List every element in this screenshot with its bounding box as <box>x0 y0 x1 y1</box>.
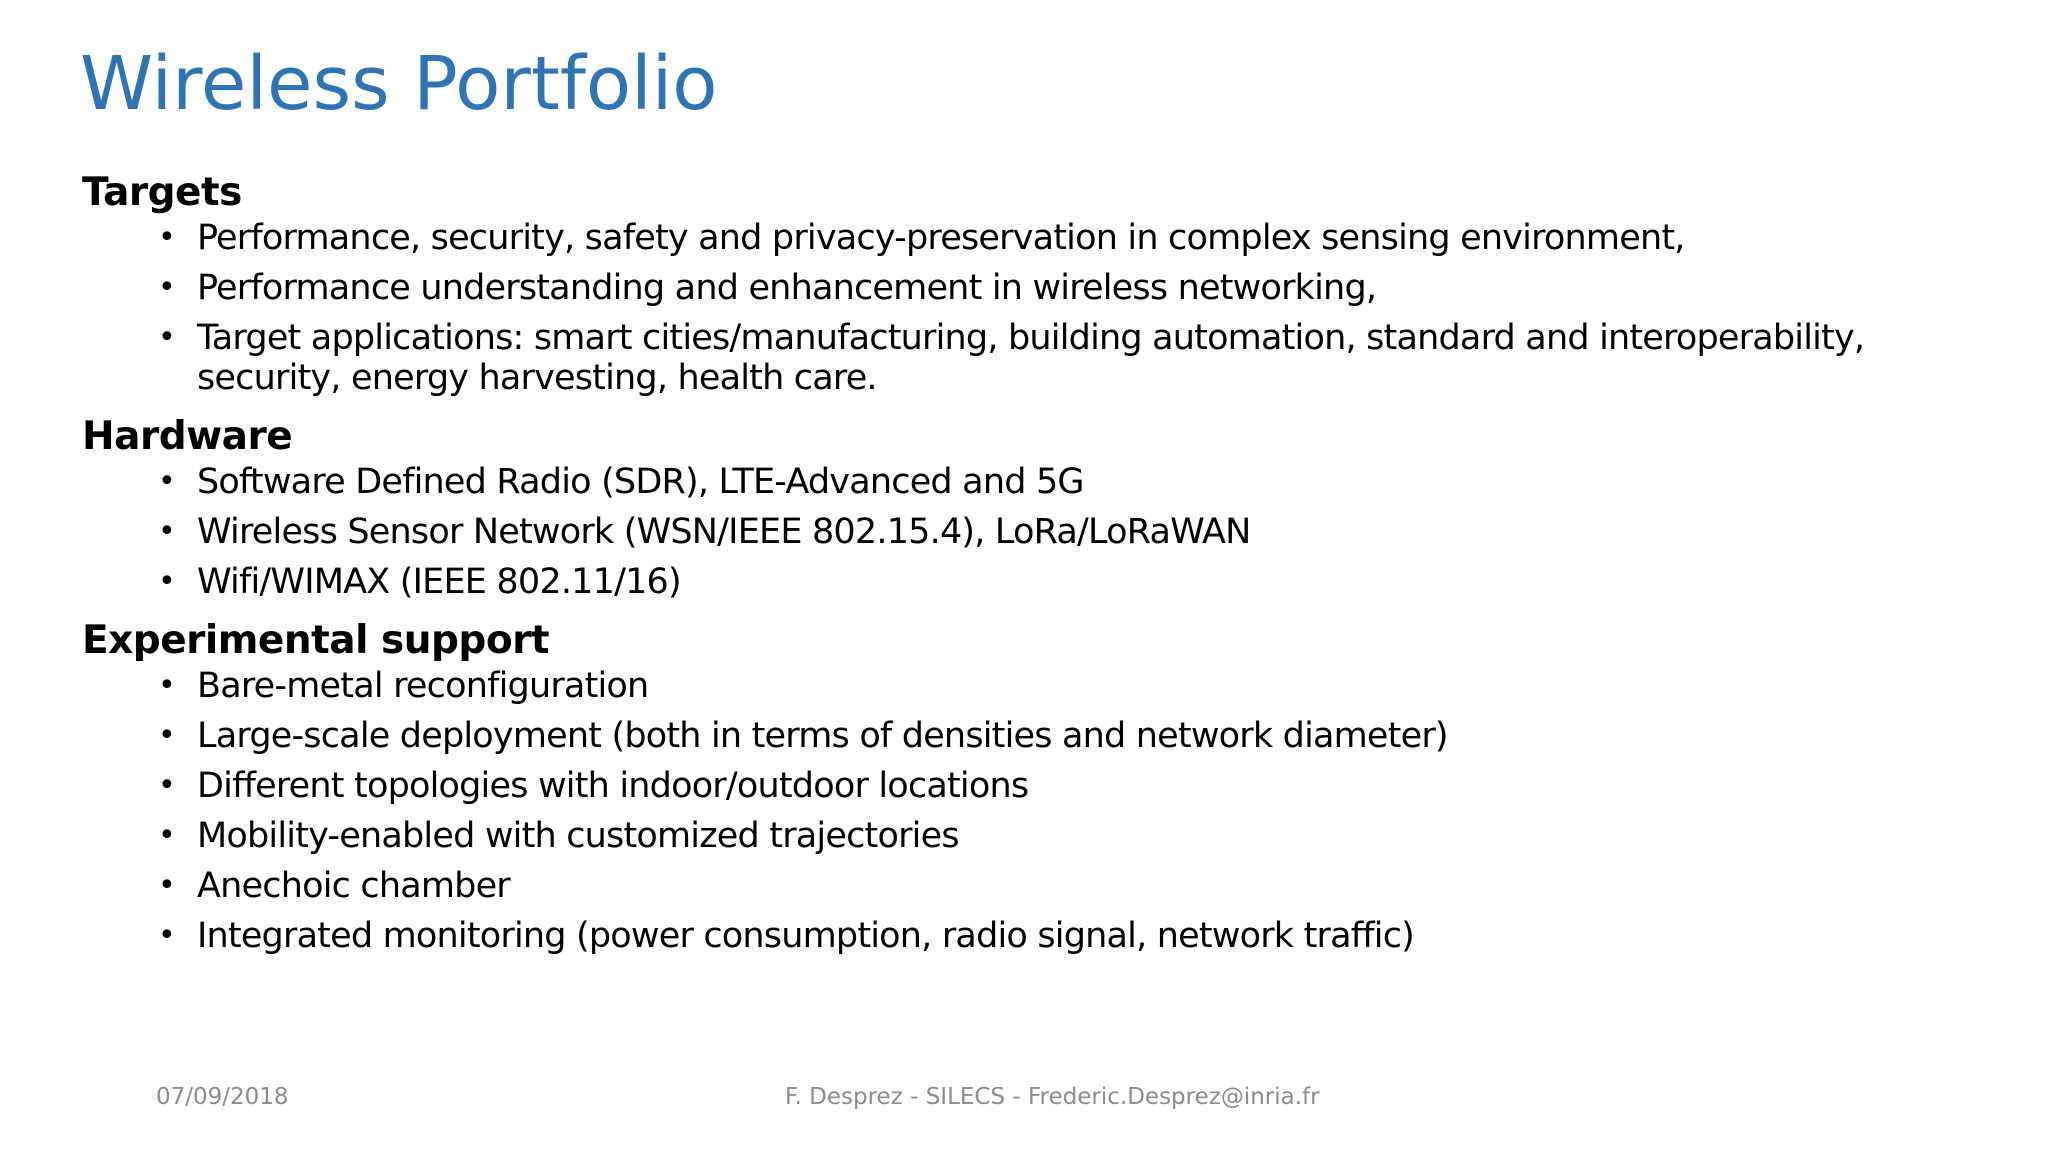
list-item <box>82 218 2017 258</box>
section-heading: Targets <box>82 170 242 215</box>
list-item <box>82 716 2017 756</box>
bullet-icon: • <box>158 270 175 305</box>
section-experimental-support <box>82 616 1982 956</box>
bullet-icon: • <box>158 868 175 903</box>
bullet-list <box>82 462 1982 602</box>
section-hardware <box>82 412 1982 602</box>
list-item-text: Anechoic chamber <box>197 866 510 906</box>
bullet-icon: • <box>158 464 175 499</box>
bullet-icon: • <box>158 718 175 753</box>
footer-author: F. Desprez - SILECS - Frederic.Desprez@inria.fr <box>785 1084 1320 1110</box>
list-item-text: Different topologies with indoor/outdoor locations <box>197 766 1029 806</box>
bullet-icon: • <box>158 918 175 953</box>
section-heading: Experimental support <box>82 618 550 663</box>
list-item-text: Large-scale deployment (both in terms of densities and network diameter) <box>197 716 1448 756</box>
slide-title: Wireless Portfolio <box>80 41 718 127</box>
list-item <box>82 318 2017 398</box>
list-item-text: Wireless Sensor Network (WSN/IEEE 802.15.4), LoRa/LoRaWAN <box>197 512 1251 552</box>
list-item <box>82 512 2017 552</box>
list-item-text: Wifi/WIMAX (IEEE 802.11/16) <box>197 562 681 602</box>
bullet-icon: • <box>158 514 175 549</box>
section-heading: Hardware <box>82 414 293 459</box>
list-item-text: Bare-metal reconfiguration <box>197 666 649 706</box>
bullet-icon: • <box>158 564 175 599</box>
list-item <box>82 766 2017 806</box>
footer-date: 07/09/2018 <box>156 1084 289 1110</box>
list-item <box>82 562 2017 602</box>
bullet-list <box>82 666 1982 956</box>
list-item <box>82 816 2017 856</box>
list-item <box>82 462 2017 502</box>
list-item <box>82 666 2017 706</box>
slide-content <box>82 168 1982 970</box>
list-item <box>82 866 2017 906</box>
list-item-text: Target applications: smart cities/manufacturing, building automation, standard and interoperability, security, energy harvesting, health care. <box>197 318 1865 398</box>
list-item-text: Integrated monitoring (power consumption, radio signal, network traffic) <box>197 916 1415 956</box>
list-item-text: Mobility-enabled with customized trajectories <box>197 816 959 856</box>
bullet-list <box>82 218 1982 398</box>
list-item <box>82 916 2017 956</box>
list-item-text: Software Defined Radio (SDR), LTE-Advanced and 5G <box>197 462 1084 502</box>
bullet-icon: • <box>158 220 175 255</box>
section-targets <box>82 168 1982 398</box>
list-item-text: Performance, security, safety and privacy-preservation in complex sensing environment, <box>197 218 1685 258</box>
bullet-icon: • <box>158 818 175 853</box>
bullet-icon: • <box>158 320 175 355</box>
list-item <box>82 268 2017 308</box>
list-item-text: Performance understanding and enhancement in wireless networking, <box>197 268 1377 308</box>
bullet-icon: • <box>158 768 175 803</box>
bullet-icon: • <box>158 668 175 703</box>
